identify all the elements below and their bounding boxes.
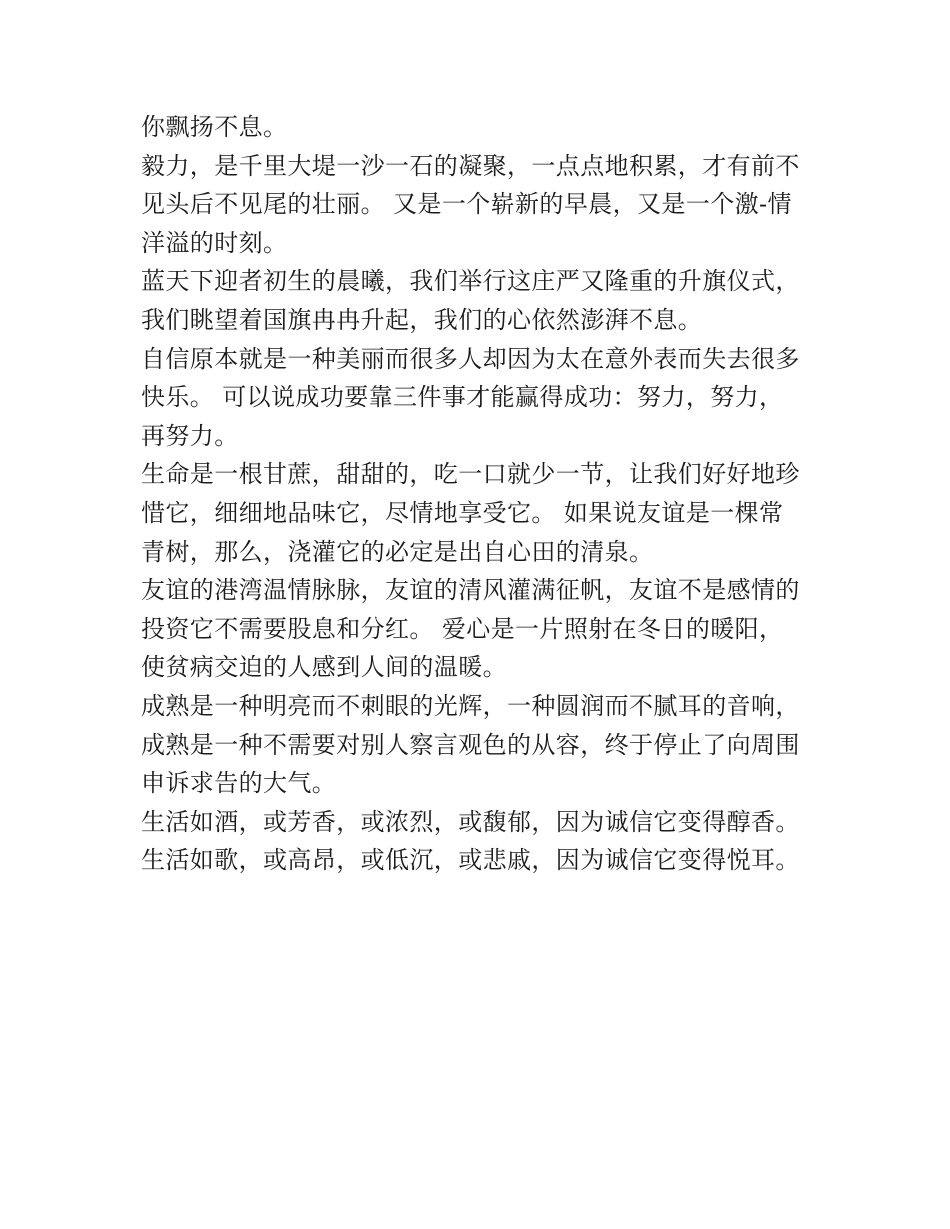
text-line: 成熟是一种不需要对别人察言观色的从容，终于停止了向周围	[141, 730, 800, 759]
text-line: 投资它不需要股息和分红。 爱心是一片照射在冬日的暖阳，	[141, 614, 784, 643]
text-line: 再努力。	[141, 421, 239, 450]
text-line: 成熟是一种明亮而不刺眼的光辉，一种圆润而不腻耳的音响，	[141, 691, 800, 720]
text-line: 自信原本就是一种美丽而很多人却因为太在意外表而失去很多	[141, 344, 800, 373]
text-line: 生活如歌，或高昂，或低沉，或悲戚，因为诚信它变得悦耳。	[141, 846, 800, 875]
text-line: 快乐。 可以说成功要靠三件事才能赢得成功：努力，努力，	[141, 383, 784, 412]
text-line: 使贫病交迫的人感到人间的温暖。	[141, 653, 507, 682]
text-line: 生命是一根甘蔗，甜甜的，吃一口就少一节，让我们好好地珍	[141, 460, 800, 489]
text-line: 你飘扬不息。	[141, 113, 288, 141]
document-body	[141, 108, 821, 880]
text-line: 友谊的港湾温情脉脉，友谊的清风灌满征帆，友谊不是感情的	[141, 576, 800, 605]
text-line: 惜它，细细地品味它，尽情地享受它。 如果说友谊是一棵常	[141, 498, 784, 527]
text-line: 我们眺望着国旗冉冉升起，我们的心依然澎湃不息。	[141, 305, 703, 334]
text-line: 蓝天下迎者初生的晨曦，我们举行这庄严又隆重的升旗仪式，	[141, 267, 800, 296]
text-line: 毅力，是千里大堤一沙一石的凝聚，一点点地积累，才有前不	[141, 151, 800, 180]
text-line: 生活如酒，或芳香，或浓烈，或馥郁，因为诚信它变得醇香。	[141, 807, 800, 836]
text-line: 见头后不见尾的壮丽。 又是一个崭新的早晨，又是一个激-情	[141, 190, 792, 219]
text-line: 洋溢的时刻。	[141, 228, 288, 257]
text-line: 青树，那么，浇灌它的必定是出自心田的清泉。	[141, 537, 654, 566]
text-line: 申诉求告的大气。	[141, 769, 337, 798]
